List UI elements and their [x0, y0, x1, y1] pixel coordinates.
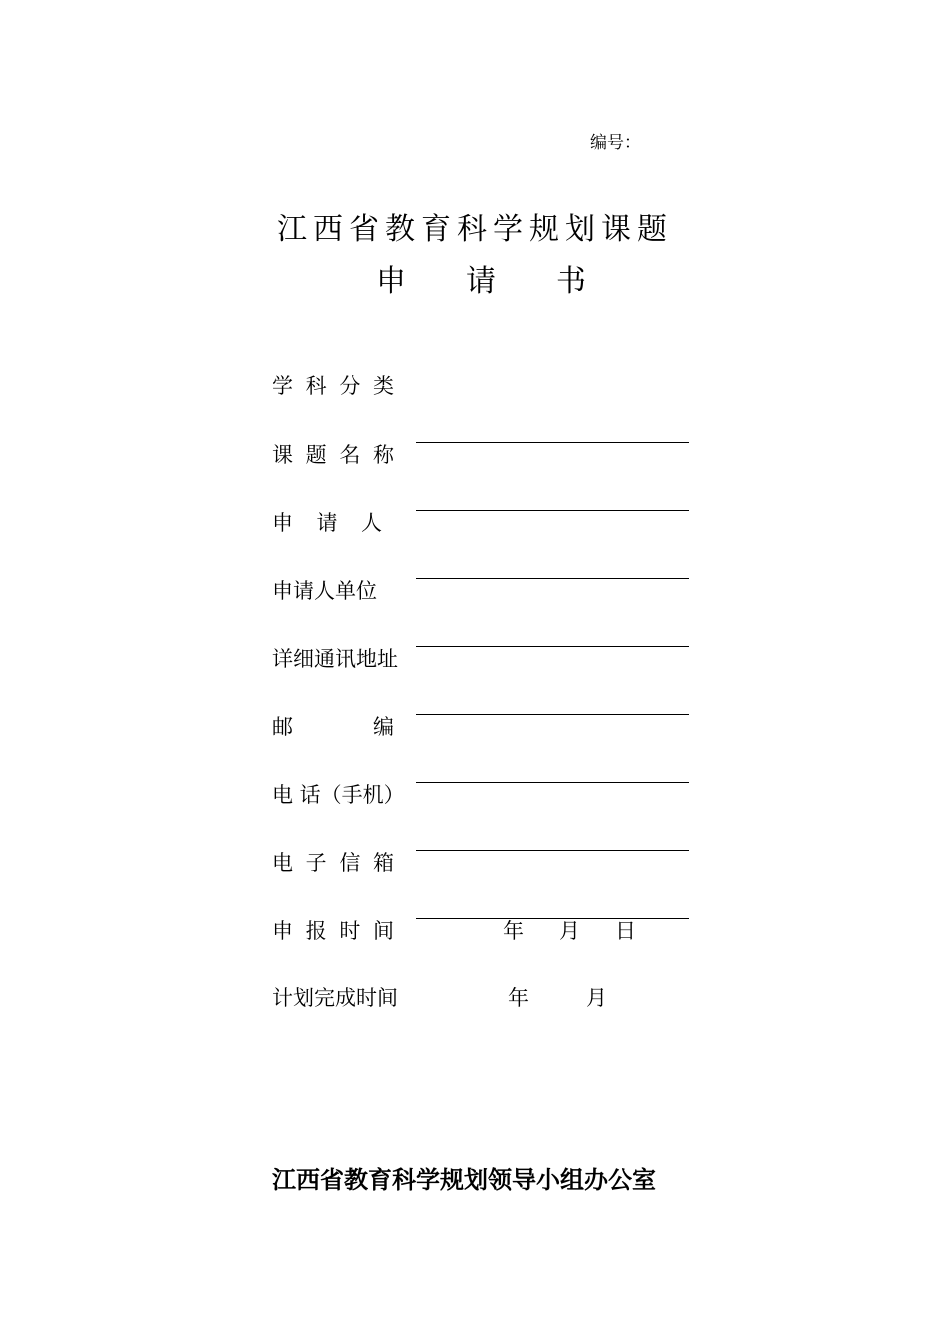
label-char: 人 [361, 511, 382, 535]
label-char: 编 [373, 715, 394, 739]
label-char: 申 [272, 511, 293, 535]
subtitle-char: 书 [556, 264, 586, 299]
document-subtitle [376, 256, 586, 300]
field-label-unit: 申请人单位 [272, 579, 377, 603]
label-char: 学 [272, 374, 293, 398]
label-char: 称 [372, 443, 394, 467]
email-input-line[interactable] [416, 918, 689, 919]
address-input-line[interactable] [416, 714, 689, 715]
field-label-address: 详细通讯地址 [272, 647, 398, 671]
label-char: 类 [372, 374, 394, 398]
submit-date-day: 日 [615, 919, 636, 943]
subtitle-char: 申 [376, 264, 406, 299]
field-label-topic [272, 440, 394, 470]
label-char: 请 [316, 511, 338, 535]
label-char: 课 [272, 443, 293, 467]
phone-input-line[interactable] [416, 850, 689, 851]
field-label-applicant [272, 508, 382, 538]
label-char: 报 [305, 919, 327, 943]
submit-date-month: 月 [559, 919, 580, 943]
issuing-office: 江西省教育科学规划领导小组办公室 [272, 1165, 656, 1194]
label-char: 箱 [372, 851, 394, 875]
serial-number-label: 编号： [590, 133, 641, 153]
field-label-postcode [272, 712, 394, 742]
applicant-input-line[interactable] [416, 578, 689, 579]
label-char: 信 [339, 851, 361, 875]
unit-input-line[interactable] [416, 646, 689, 647]
topic-input-line[interactable] [416, 510, 689, 511]
label-char: 分 [339, 374, 361, 398]
label-char: 子 [305, 851, 327, 875]
field-label-email [272, 848, 394, 878]
label-char: 间 [372, 919, 394, 943]
field-label-plan-date: 计划完成时间 [272, 986, 398, 1010]
postcode-input-line[interactable] [416, 782, 689, 783]
subtitle-char: 请 [466, 264, 496, 299]
label-char: 时 [339, 919, 361, 943]
document-title: 江西省教育科学规划课题 [277, 212, 673, 247]
label-char: 申 [272, 919, 293, 943]
submit-date-year: 年 [503, 919, 524, 943]
label-char: 科 [305, 374, 327, 398]
discipline-input-line[interactable] [416, 442, 689, 443]
label-char: 邮 [272, 715, 293, 739]
field-label-discipline [272, 371, 394, 401]
plan-date-month: 月 [586, 986, 607, 1010]
plan-date-year: 年 [508, 986, 529, 1010]
label-char: 电 [272, 851, 293, 875]
label-char: 名 [339, 443, 361, 467]
label-char: 题 [305, 443, 327, 467]
field-label-submit-date [272, 916, 394, 946]
field-label-phone: 电 话（手机） [272, 783, 405, 807]
